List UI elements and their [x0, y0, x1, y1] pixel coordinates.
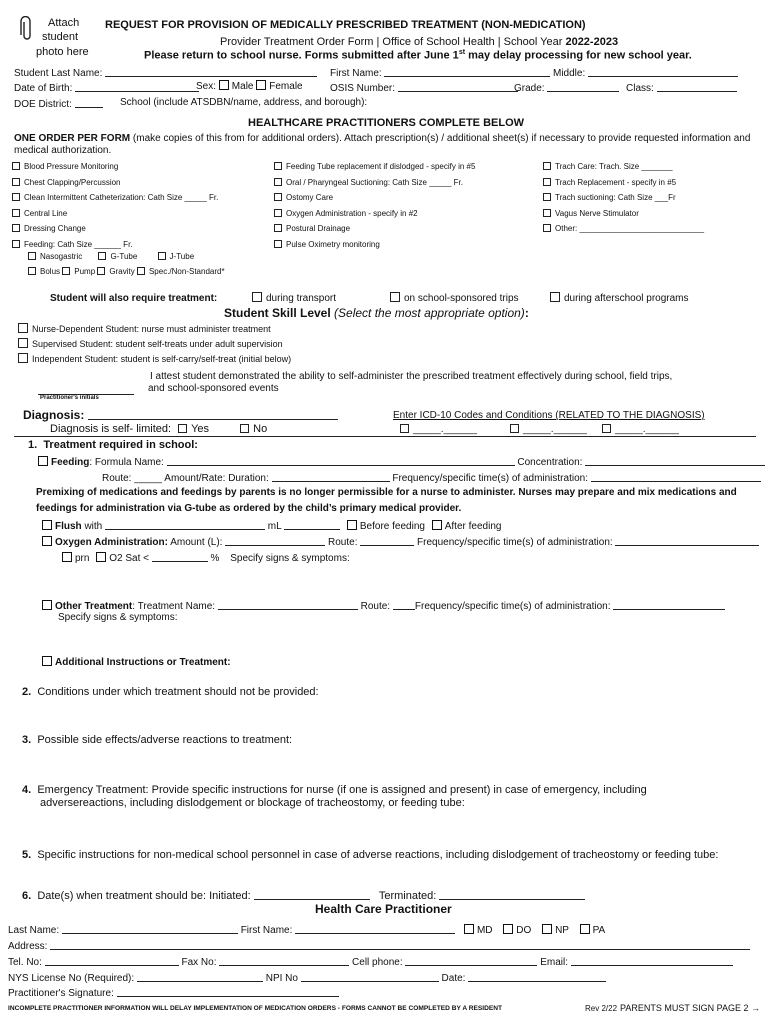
- item-4: 4. Emergency Treatment: Provide specific instructions for nurse (if one is assigned and present) in case of emergency, including: [22, 784, 647, 796]
- duration-input[interactable]: [272, 471, 390, 482]
- practitioner-name-row: Last Name: First Name: MD DO NP PA: [8, 925, 606, 936]
- self-limited-row: Diagnosis is self- limited: Yes No: [50, 423, 268, 435]
- oxygen-prn-row: prn O2 Sat < % Specify signs & symptoms:: [62, 551, 350, 564]
- oxygen-route-input[interactable]: [360, 535, 414, 546]
- form-subtitle: Provider Treatment Order Form | Office of School Health | School Year 2022-2023: [220, 36, 619, 48]
- osis-field[interactable]: OSIS Number:: [330, 81, 518, 94]
- icd-label: Enter ICD-10 Codes and Conditions (RELATED TO THE DIAGNOSIS): [393, 410, 705, 421]
- treatment-option[interactable]: Pulse Oximetry monitoring: [274, 237, 475, 253]
- divider: [14, 436, 756, 437]
- email-input[interactable]: [571, 955, 733, 966]
- date-input[interactable]: [468, 971, 606, 982]
- footer-parents-sign: PARENTS MUST SIGN PAGE 2 →: [620, 1003, 761, 1013]
- treatment-col2: [274, 159, 475, 252]
- skill-options: [18, 322, 291, 367]
- flush-checkbox[interactable]: [42, 520, 52, 530]
- treatment-option[interactable]: Central Line: [12, 206, 218, 222]
- attach-photo-line2: student: [42, 31, 79, 43]
- license-row: NYS License No (Required): NPI No Date:: [8, 971, 606, 984]
- initials-label: Practitioner's initials: [40, 395, 99, 401]
- footer-warning: INCOMPLETE PRACTITIONER INFORMATION WILL DELAY IMPLEMENTATION OF MEDICATION ORDERS - FORMS CANNOT BE COMPLETED BY A RESIDENT: [8, 1005, 503, 1012]
- oxygen-checkbox[interactable]: [42, 536, 52, 546]
- grade-field[interactable]: Grade:: [514, 81, 619, 94]
- terminated-date-input[interactable]: [439, 889, 585, 900]
- treatment-option[interactable]: Feeding: Cath Size ______ Fr.: [12, 237, 218, 253]
- skill-level-title: Student Skill Level (Select the most appropriate option):: [224, 306, 529, 320]
- fax-input[interactable]: [219, 955, 349, 966]
- student-last-name-field[interactable]: Student Last Name:: [14, 66, 317, 79]
- other-treatment-name-input[interactable]: [218, 599, 358, 610]
- prn-checkbox[interactable]: [62, 552, 72, 562]
- premix-notice-2: feedings for administration via G-tube as ordered by the child’s primary medical provider.: [36, 503, 462, 514]
- icd-entry-1[interactable]: _____.______: [400, 424, 477, 435]
- item-5: 5. Specific instructions for non-medical school personnel in case of adverse reactions, including dislodgement of tracheostomy or feeding tube:: [22, 849, 719, 861]
- license-input[interactable]: [137, 971, 263, 982]
- treatment-col3: [543, 159, 704, 237]
- oxygen-frequency-input[interactable]: [615, 535, 759, 546]
- after-feeding-checkbox[interactable]: [432, 520, 442, 530]
- j-tube-checkbox[interactable]: J-Tube: [158, 252, 195, 261]
- gravity-checkbox[interactable]: Gravity: [97, 267, 134, 276]
- form-title: REQUEST FOR PROVISION OF MEDICALLY PRESCRIBED TREATMENT (NON-MEDICATION): [105, 19, 586, 31]
- item-2: 2. Conditions under which treatment should not be provided:: [22, 686, 319, 698]
- feeding-type-options: [28, 252, 194, 261]
- diagnosis-field[interactable]: Diagnosis:: [23, 408, 338, 422]
- premix-notice-1: Premixing of medications and feedings by parents is no longer permissible for a nurse to administer. Nurses may prepare and mix medications and: [36, 487, 737, 498]
- np-checkbox[interactable]: NP: [542, 925, 569, 936]
- npi-input[interactable]: [301, 971, 439, 982]
- treatment-option[interactable]: Clean Intermittent Catheterization: Cath Size _____ Fr.: [12, 190, 218, 206]
- during-transport-checkbox[interactable]: during transport: [252, 292, 336, 304]
- section-title: HEALTHCARE PRACTITIONERS COMPLETE BELOW: [248, 117, 525, 129]
- flush-ml-input[interactable]: [284, 519, 340, 530]
- doe-district-field[interactable]: DOE District:: [14, 97, 103, 110]
- attest-text-2: and school-sponsored events: [148, 383, 279, 394]
- address-row: Address:: [8, 939, 750, 952]
- concentration-input[interactable]: [585, 455, 765, 466]
- attach-photo-line1: Attach: [48, 17, 80, 29]
- g-tube-checkbox[interactable]: G-Tube: [98, 252, 137, 261]
- return-notice: Please return to school nurse. Forms submitted after June 1st may delay processing for new school year.: [144, 49, 692, 62]
- pump-checkbox[interactable]: Pump: [62, 267, 95, 276]
- other-signs-label: Specify signs & symptoms:: [58, 612, 178, 623]
- oxygen-row: Oxygen Administration: Amount (L): Route: Frequency/specific time(s) of administration:: [42, 535, 759, 548]
- icd-entry-2[interactable]: _____.______: [510, 424, 587, 435]
- item-4-line2: adversereactions, including dislodgement or blockage of tracheostomy, or feeding tube:: [40, 797, 465, 809]
- signature-row: Practitioner's Signature:: [8, 986, 339, 999]
- practitioner-title: Health Care Practitioner: [315, 902, 452, 916]
- nurse-dependent-option[interactable]: Nurse-Dependent Student: nurse must administer treatment: [18, 322, 291, 337]
- feeding-checkbox[interactable]: [38, 456, 48, 466]
- spec-checkbox[interactable]: Spec./Non-Standard*: [137, 267, 225, 276]
- treatment-option[interactable]: Postural Drainage: [274, 221, 475, 237]
- treatment-option[interactable]: Trach Replacement - specify in #5: [543, 175, 704, 191]
- feeding-row: Feeding: Formula Name: Concentration:: [38, 455, 765, 468]
- treatment-option[interactable]: Dressing Change: [12, 221, 218, 237]
- attach-photo-line3: photo here: [36, 46, 89, 58]
- initiated-date-input[interactable]: [254, 889, 370, 900]
- practitioner-last-name-input[interactable]: [62, 923, 238, 934]
- treatment-option[interactable]: Trach suctioning: Cath Size ___Fr: [543, 190, 704, 206]
- afterschool-checkbox[interactable]: during afterschool programs: [550, 292, 689, 304]
- practitioner-first-name-input[interactable]: [295, 923, 455, 934]
- formula-name-input[interactable]: [167, 455, 515, 466]
- male-checkbox[interactable]: [219, 80, 229, 90]
- supervised-option[interactable]: Supervised Student: student self-treats under adult supervision: [18, 337, 291, 352]
- md-checkbox[interactable]: MD: [464, 925, 493, 936]
- other-frequency-input[interactable]: [613, 599, 725, 610]
- other-route-input[interactable]: [393, 599, 415, 610]
- flush-row: Flush with mL Before feeding After feeding: [42, 519, 501, 532]
- attest-text-1: I attest student demonstrated the ability to self-administer the prescribed treatment effectively during school, field trips,: [150, 371, 673, 382]
- school-field[interactable]: School (include ATSDBN/name, address, and borough):: [120, 97, 368, 108]
- treatment-option[interactable]: Trach Care: Trach. Size _______: [543, 159, 704, 175]
- nasogastric-checkbox[interactable]: Nasogastric: [28, 252, 82, 261]
- do-checkbox[interactable]: DO: [503, 925, 531, 936]
- other-treatment-row: Other Treatment: Treatment Name: Route: Frequency/specific time(s) of administration:: [42, 599, 725, 612]
- address-input[interactable]: [50, 939, 750, 950]
- female-checkbox[interactable]: [256, 80, 266, 90]
- o2-sat-checkbox[interactable]: [96, 552, 106, 562]
- class-field[interactable]: Class:: [626, 81, 737, 94]
- bolus-checkbox[interactable]: Bolus: [28, 267, 60, 276]
- feeding-method-options: [28, 267, 225, 276]
- cell-input[interactable]: [405, 955, 537, 966]
- treatment-option[interactable]: Ostomy Care: [274, 190, 475, 206]
- self-limited-no[interactable]: No: [240, 423, 267, 435]
- other-treatment-checkbox[interactable]: [42, 600, 52, 610]
- student-first-name-field[interactable]: First Name:: [330, 66, 550, 79]
- also-require-label: Student will also require treatment:: [50, 293, 218, 304]
- paperclip-icon: [20, 16, 34, 45]
- one-order-notice-2: medical authorization.: [14, 145, 112, 156]
- additional-instructions-row: Additional Instructions or Treatment:: [42, 656, 231, 668]
- treatment-option[interactable]: Feeding Tube replacement if dislodged - specify in #5: [274, 159, 475, 175]
- icd-entry-3[interactable]: _____.______: [602, 424, 679, 435]
- school-trips-checkbox[interactable]: on school-sponsored trips: [390, 292, 519, 304]
- pa-checkbox[interactable]: PA: [580, 925, 606, 936]
- feeding-route-row: Route: _____ Amount/Rate: Duration: Frequency/specific time(s) of administration:: [102, 471, 761, 484]
- independent-option[interactable]: Independent Student: student is self-carry/self-treat (initial below): [18, 352, 291, 367]
- footer-rev: Rev 2/22: [585, 1004, 618, 1013]
- self-limited-yes[interactable]: Yes: [174, 423, 209, 435]
- dob-field[interactable]: Date of Birth:: [14, 81, 199, 94]
- tel-input[interactable]: [45, 955, 179, 966]
- treatment-option[interactable]: Blood Pressure Monitoring: [12, 159, 218, 175]
- additional-instructions-checkbox[interactable]: [42, 656, 52, 666]
- treatment-option[interactable]: Oxygen Administration - specify in #2: [274, 206, 475, 222]
- treatment-option[interactable]: Vagus Nerve Stimulator: [543, 206, 704, 222]
- item-3: 3. Possible side effects/adverse reactions to treatment:: [22, 734, 293, 746]
- item-6: 6. Date(s) when treatment should be: Initiated: Terminated:: [22, 889, 585, 902]
- treatment-option[interactable]: Oral / Pharyngeal Suctioning: Cath Size _____ Fr.: [274, 175, 475, 191]
- treatment-option[interactable]: Chest Clapping/Percussion: [12, 175, 218, 191]
- flush-with-input[interactable]: [105, 519, 265, 530]
- before-feeding-checkbox[interactable]: [347, 520, 357, 530]
- treatment-option[interactable]: Other: ____________________________: [543, 221, 704, 237]
- o2-sat-input[interactable]: [152, 551, 208, 562]
- feeding-frequency-input[interactable]: [591, 471, 761, 482]
- contact-row: Tel. No: Fax No: Cell phone: Email:: [8, 955, 733, 968]
- oxygen-amount-input[interactable]: [225, 535, 325, 546]
- treatment-required-title: 1. Treatment required in school:: [28, 439, 198, 451]
- sex-field: Sex: Male Female: [196, 81, 303, 92]
- treatment-col1: [12, 159, 218, 252]
- signature-input[interactable]: [117, 986, 339, 997]
- student-middle-field[interactable]: Middle:: [553, 66, 738, 79]
- one-order-notice: ONE ORDER PER FORM (make copies of this from for additional orders). Attach prescription(s) / additional sheet(s) if necessary to provide requested information and: [14, 133, 751, 144]
